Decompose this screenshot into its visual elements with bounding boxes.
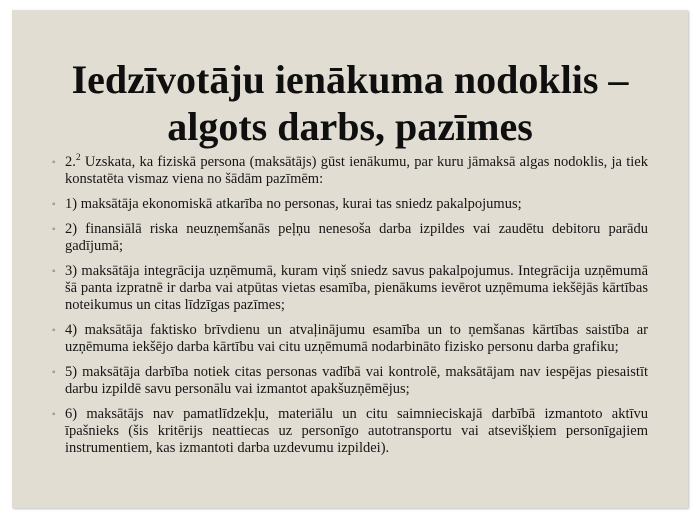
bullet-paragraph: [52, 322, 648, 356]
bullet-icon: ◦: [52, 266, 56, 277]
slide: [12, 10, 688, 508]
bullet-icon: ◦: [52, 325, 56, 336]
bullet-paragraph: [52, 154, 648, 188]
slide-body: [52, 154, 648, 457]
bullet-paragraph: [52, 364, 648, 398]
paragraph-text: 6) maksātājs nav pamatlīdzekļu, materiālu un citu saimnieciskajā darbībā izmantoto aktīvu īpašnieks (šis kritērijs neattiecas uz personīgo autotransportu vai atsevišķiem personīgajiem instrumentiem, kas izmantoti darba uzdevumu izpildei).: [65, 406, 648, 456]
bullet-icon: ◦: [52, 367, 56, 378]
paragraph-text: 4) maksātāja faktisko brīvdienu un atvaļinājumu esamība un to ņemšanas kārtības saistība ar uzņēmuma iekšējo darba kārtību vai citu uzņēmumā nodarbināto fizisko personu darba grafiku;: [65, 322, 648, 355]
slide-title-line2: algots darbs, pazīmes: [167, 104, 533, 149]
bullet-paragraph: [52, 406, 648, 457]
paragraph-text: 5) maksātāja darbība notiek citas personas vadībā vai kontrolē, maksātājam nav iespējas piesaistīt darbu izpildē savu personālu vai izmantot apakšuzņēmējus;: [65, 364, 648, 397]
bullet-paragraph: [52, 221, 648, 255]
superscript: 2: [75, 153, 81, 164]
paragraph-text: 2) finansiālā riska neuzņemšanās peļņu nenesoša darba izpildes vai zaudētu debitoru parādu gadījumā;: [65, 221, 648, 254]
slide-title-line1: Iedzīvotāju ienākuma nodoklis –: [71, 57, 629, 102]
paragraph-text: 3) maksātāja integrācija uzņēmumā, kuram viņš sniedz savus pakalpojumus. Integrācija uzņēmumā šā panta izpratnē ir darba vai atpūtas vietas esamība, pienākums ievērot uzņēmuma iekšējās kārtības noteikumus un citas līdzīgas pazīmes;: [65, 263, 648, 313]
bullet-paragraph: [52, 196, 648, 213]
bullet-icon: ◦: [52, 409, 56, 420]
slide-title: [30, 56, 670, 150]
paragraph-text: 1) maksātāja ekonomiskā atkarība no personas, kurai tas sniedz pakalpojumus;: [65, 196, 522, 212]
bullet-icon: ◦: [52, 199, 56, 210]
bullet-icon: ◦: [52, 157, 56, 168]
bullet-paragraph: [52, 263, 648, 314]
bullet-icon: ◦: [52, 224, 56, 235]
paragraph-text: 2.$^2$ Uzskata, ka fiziskā persona (maksātājs) gūst ienākumu, par kuru jāmaksā algas nodoklis, ja tiek konstatēta vismaz viena no šādām pazīmēm:: [65, 153, 648, 187]
